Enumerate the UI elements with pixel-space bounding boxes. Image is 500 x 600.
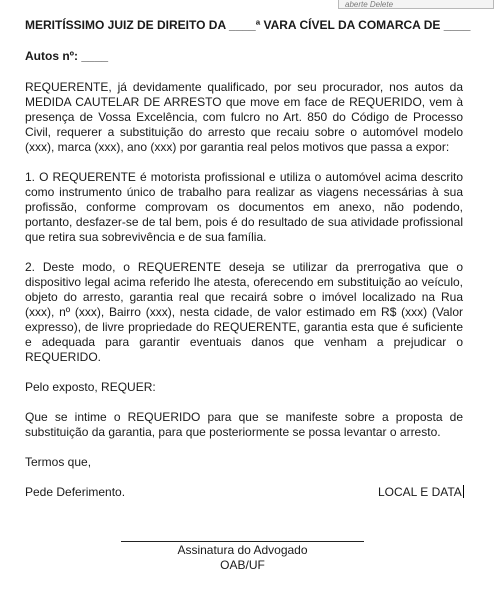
document-body (25, 18, 471, 500)
case-number-line: Autos nº: ____ (25, 49, 109, 63)
paragraph-item-2: 2. Deste modo, o REQUERENTE deseja se utilizar da prerrogativa que o dispositivo legal acima referido lhe atesta, oferecendo em substituição ao veículo, objeto do arresto, garantia real que recairá sobre o imóvel localizado na Rua (xxx), nº (xxx), Bairro (xxx), nesta cidade, de valor estimado em R$ (xxx) (Valor expresso), de livre propriedade do REQUERENTE, garantia esta que é suficiente e adequada para garantir eventuais danos que venham a prejudicar o REQUERIDO. (25, 260, 463, 364)
paragraph-request: Que se intime o REQUERIDO para que se manifeste sobre a proposta de substituição da garantia, para que posteriormente se possa levantar o arresto. (25, 410, 463, 439)
text-cursor (463, 485, 464, 498)
signature-oab: OAB/UF (220, 558, 265, 572)
paragraph-request-header: Pelo exposto, REQUER: (25, 380, 156, 394)
paragraph-closing-deferral: Pede Deferimento. (25, 485, 126, 499)
local-date-text: LOCAL E DATA (378, 485, 462, 499)
toolbar-fragment: aberte Delete (338, 0, 494, 9)
local-date-line[interactable] (378, 485, 464, 499)
signature-label: Assinatura do Advogado (177, 543, 308, 557)
paragraph-intro: REQUERENTE, já devidamente qualificado, por seu procurador, nos autos da MEDIDA CAUTELAR DE ARRESTO que move em face de REQUERIDO, vem à presença de Vossa Excelência, com fulcro no Art. 850 do Código de Processo Civil, requerer a substituição do arresto que recaiu sobre o automóvel modelo (xxx), marca (xxx), ano (xxx) por garantia real pelos motivos que passa a expor: (25, 80, 463, 154)
document-heading: MERITÍSSIMO JUIZ DE DIREITO DA ____ª VARA CÍVEL DA COMARCA DE ____ (25, 18, 471, 32)
signature-line (121, 541, 364, 542)
paragraph-item-1: 1. O REQUERENTE é motorista profissional e utiliza o automóvel acima descrito como instrumento único de trabalho para realizar as viagens necessárias à sua profissão, conforme comprovam os documentos em anexo, não podendo, portanto, desfazer-se de tal bem, pois é do resultado de sua atividade profissional que retira sua sobrevivência e de sua família. (25, 170, 463, 244)
paragraph-closing-terms: Termos que, (25, 455, 92, 469)
